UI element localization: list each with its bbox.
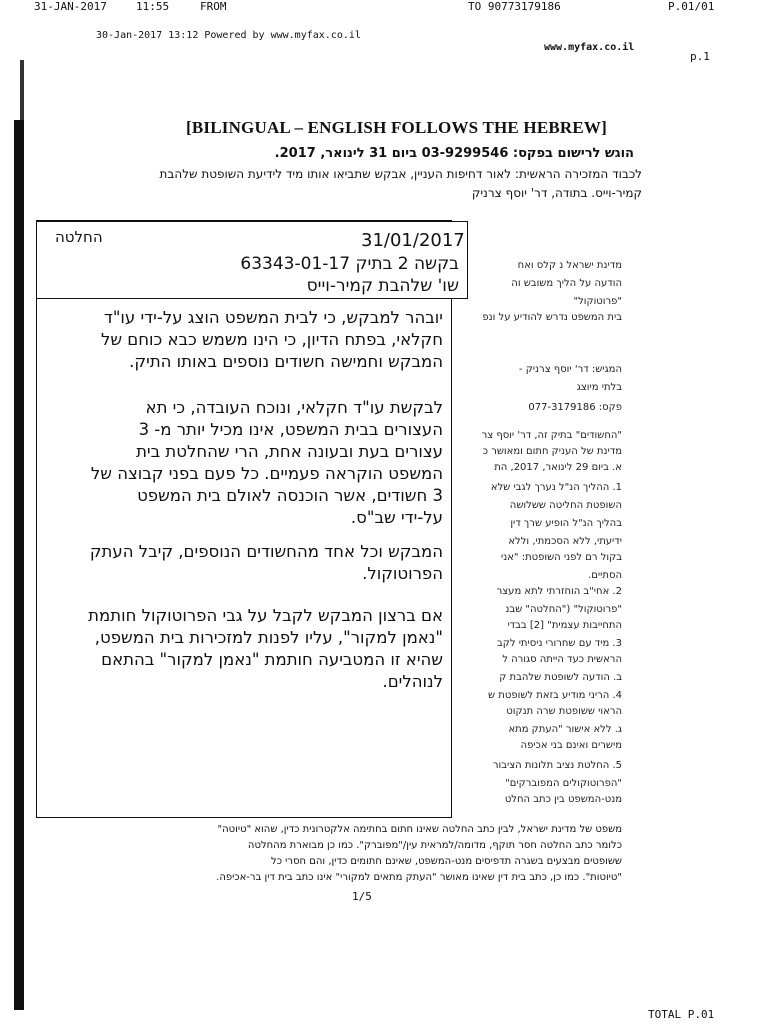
background-line: ב. הודעה לשופטת שלהבת ק bbox=[499, 672, 622, 683]
fax-header-secondary: 30-Jan-2017 13:12 Powered by www.myfax.co.il bbox=[96, 30, 361, 41]
decision-paragraph-3 bbox=[47, 541, 443, 585]
fax-header bbox=[0, 0, 768, 14]
background-line: בהליך הנ"ל הופיע שרך דין bbox=[510, 518, 622, 529]
background-line: בלתי מיוצג bbox=[576, 382, 622, 393]
decision-line: המבקש וכל אחד מהחשודים הנוספים, קיבל העתק bbox=[89, 542, 443, 561]
decision-line: אם ברצון המבקש לקבל על גבי הפרוטוקול חותמת bbox=[88, 606, 443, 625]
background-line: "פרוטוקול" bbox=[573, 296, 622, 307]
decision-line: "נאמן למקור", עליו לפנות למזכירות בית המשפט, bbox=[94, 628, 443, 647]
decision-line: יובהר למבקש, כי לבית המשפט הוצג על-ידי עו"ד bbox=[103, 308, 443, 327]
court-decision-note bbox=[36, 220, 465, 818]
decision-line: הפרוטוקול. bbox=[362, 564, 443, 583]
fax-page-marker: p.1 bbox=[690, 50, 710, 63]
decision-line: עצורים בעת ובעונה אחת, הרי שהחלטת בית bbox=[136, 442, 443, 461]
background-line: הודעה על הליך משובש וה bbox=[511, 278, 622, 289]
background-line: א. ביום 29 לינואר, 2017, הת bbox=[494, 462, 622, 473]
background-line: מנט-המשפט בין כתב החלט bbox=[504, 794, 622, 805]
background-line: בית המשפט נדרש להודיע על ונפ bbox=[482, 312, 622, 323]
decision-line: שהיא זו המטביעה חותמת "נאמן למקור" בהתאם bbox=[101, 650, 443, 669]
decision-line: לבקשת עו"ד חקלאי, ונוכח העובדה, כי תא bbox=[145, 398, 443, 417]
background-bottom-line: ששופטים מבצעים בשגרה תדפיסים מנט-המשפט, שאינם חתומים כדין, והם חסרי כל bbox=[271, 856, 622, 867]
background-line: בקול רם לפני השופטת: "אני bbox=[501, 552, 622, 563]
background-line: התחייבות עצמית" [2] בבדי bbox=[507, 620, 622, 631]
decision-line: המבקש וחמישה חשודים נוספים באותו התיק. bbox=[129, 352, 443, 371]
decision-title: החלטה bbox=[55, 228, 103, 246]
decision-judge: שו' שלהבת קמיר-וייס bbox=[306, 276, 459, 296]
background-line: ידיעתי, ללא הסכמתי, וללא bbox=[508, 536, 622, 547]
scan-edge-top bbox=[20, 60, 24, 120]
background-bottom-line: "טיוטות". כמו כן, כתב בית דין שאינו מאושר "העתק מתאים למקורי" אינו כתב בית דין בר-אכיפה. bbox=[216, 872, 622, 883]
background-line: הראוי ששופטת שרה תנקוט bbox=[506, 706, 622, 717]
fax-to: TO 90773179186 bbox=[468, 0, 561, 13]
decision-line: 3 חשודים, אשר הוכנסה לאולם בית המשפט bbox=[137, 486, 443, 505]
background-line: 5. החלטת נציב תלונות הציבור bbox=[492, 760, 622, 771]
background-line: 4. הריני מודיע בזאת לשופטת ש bbox=[488, 690, 622, 701]
background-line: "הפרוטוקולים המפוברקים" bbox=[505, 778, 622, 789]
fax-time: 11:55 bbox=[136, 0, 170, 13]
background-line: פקס: 077-3179186 bbox=[528, 402, 622, 413]
decision-line: חקלאי, בפתח הדיון, כי הינו משמש כבא כוחם של bbox=[100, 330, 443, 349]
decision-paragraph-4 bbox=[47, 605, 443, 693]
decision-line: על-ידי שב"ס. bbox=[350, 508, 443, 527]
background-line: מדינת של העניק חתום ומאושר כ bbox=[482, 446, 622, 457]
background-line: מדינת ישראל נ קלס ואח bbox=[517, 260, 622, 271]
fax-page: P.01/01 bbox=[668, 0, 715, 13]
decision-header bbox=[37, 221, 468, 299]
background-line: הסתיים. bbox=[588, 570, 622, 581]
background-line: הראשית כעד הייתה סגורה ל bbox=[502, 654, 622, 665]
document-title: [BILINGUAL – ENGLISH FOLLOWS THE HEBREW] bbox=[186, 118, 607, 137]
background-line: 2. אחי"ב הוחזרתי לתא מעצר bbox=[496, 586, 622, 597]
decision-line: המשפט הוקראה פעמיים. כל פעם בפני קבוצה של bbox=[90, 464, 443, 483]
background-bottom-line: כלומר כתב החלטה חסר תוקף, מדומה/למראית עין/"מפוברק". כמו כן מבוארת מהחלטה bbox=[247, 840, 622, 851]
decision-line: לנוהלים. bbox=[382, 672, 443, 691]
decision-line: העצורים בבית המשפט, אינו מכיל יותר מ- 3 bbox=[138, 420, 443, 439]
background-line: השופטת החליטה ששלושה bbox=[509, 500, 622, 511]
background-line: המגיש: דר' יוסף צרניק - bbox=[518, 364, 622, 375]
addressee-line: לכבוד המזכירה הראשית: לאור דחיפות העניין, אבקש שתביאו אותו מיד לידיעת השופטת שלהבת bbox=[159, 167, 642, 181]
background-line: מישרים ואינם בני אכיפה bbox=[520, 740, 622, 751]
decision-case: בקשה 2 בתיק 63343-01-17 bbox=[240, 254, 459, 274]
background-line: "החשודים" בתיק זה, דר' יוסף צר bbox=[481, 430, 622, 441]
decision-date: 31/01/2017 bbox=[361, 230, 465, 251]
decision-paragraph-1 bbox=[47, 307, 443, 373]
page-footer: 1/5 bbox=[352, 890, 372, 903]
fax-total: TOTAL P.01 bbox=[648, 1008, 715, 1021]
background-line: 1. ההליך הנ"ל נערך לגבי שלא bbox=[490, 482, 622, 493]
fax-date: 31-JAN-2017 bbox=[34, 0, 107, 13]
background-document bbox=[452, 260, 622, 880]
background-line: 3. מיד עם שחרורי ניסיתי לקב bbox=[496, 638, 622, 649]
background-line: "פרוטוקול" ("החלטה" שבנ bbox=[505, 604, 622, 615]
scan-edge bbox=[14, 120, 24, 1010]
signature-line: קמיר-וייס. בתודה, דר' יוסף צרניק bbox=[471, 186, 642, 200]
filing-line: הוגש לרישום בפקס: 03-9299546 ביום 31 לינואר, 2017. bbox=[274, 146, 634, 161]
background-line: ג. ללא אישור "העתק מתא bbox=[508, 724, 622, 735]
decision-paragraph-2 bbox=[47, 397, 443, 529]
fax-domain: www.myfax.co.il bbox=[544, 42, 635, 53]
fax-from: FROM bbox=[200, 0, 227, 13]
background-bottom-line: משפט של מדינת ישראל, לבין כתב החלטה שאינו חתום בחתימה אלקטרונית כדין, שהוא "טיוטה" bbox=[217, 824, 622, 835]
